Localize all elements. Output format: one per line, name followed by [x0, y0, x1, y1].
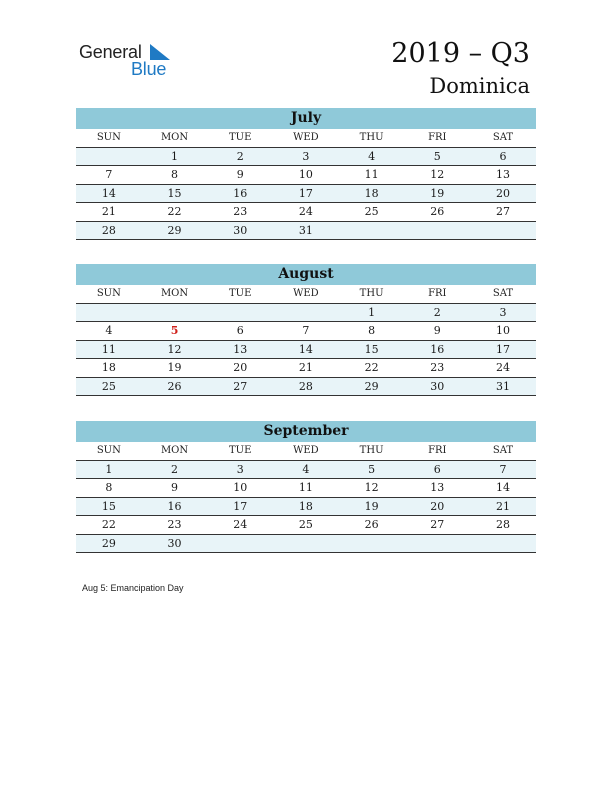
date-cell: 14 [101, 186, 116, 200]
date-cell: 23 [167, 518, 182, 532]
date-cell: 25 [101, 379, 116, 393]
date-cell: 15 [364, 342, 379, 356]
month-title: September [76, 421, 536, 442]
week-row [76, 322, 536, 341]
date-cell: 16 [430, 342, 445, 356]
weekday-header-row [76, 285, 536, 304]
week-row [76, 203, 536, 222]
date-cell: 24 [233, 518, 248, 532]
date-cell: 17 [495, 342, 510, 356]
date-cell: 18 [298, 499, 313, 513]
date-cell: 12 [167, 342, 182, 356]
week-row [76, 535, 536, 554]
generalblue-logo [79, 42, 179, 78]
date-cell: 11 [101, 342, 116, 356]
holiday-date-cell: 5 [170, 324, 179, 338]
date-cell: 28 [101, 223, 116, 237]
date-cell: 26 [364, 518, 379, 532]
date-cell: 31 [298, 223, 313, 237]
date-cell: 21 [495, 499, 510, 513]
date-cell: 9 [433, 324, 441, 338]
week-row [76, 148, 536, 167]
date-cell: 30 [167, 536, 182, 550]
date-cell: 17 [233, 499, 248, 513]
month-title: August [76, 264, 536, 285]
date-cell: 11 [364, 168, 379, 182]
date-cell: 29 [101, 536, 116, 550]
date-cell: 20 [430, 499, 445, 513]
date-cell: 6 [236, 324, 244, 338]
weekday-label: MON [160, 445, 189, 457]
date-cell: 26 [167, 379, 182, 393]
week-row [76, 341, 536, 360]
weekday-label: FRI [428, 132, 447, 144]
week-row [76, 461, 536, 480]
weekday-header-row [76, 129, 536, 148]
date-cell: 12 [364, 481, 379, 495]
weekday-label: SAT [492, 288, 514, 300]
date-cell: 3 [499, 305, 507, 319]
date-cell: 19 [364, 499, 379, 513]
week-row [76, 378, 536, 397]
date-cell: 21 [101, 205, 116, 219]
logo-word-general: General [79, 42, 142, 62]
date-cell: 7 [302, 324, 310, 338]
week-row [76, 516, 536, 535]
date-cell: 25 [298, 518, 313, 532]
weekday-label: TUE [229, 288, 252, 300]
date-cell: 30 [430, 379, 445, 393]
date-cell: 19 [430, 186, 445, 200]
weekday-label: WED [293, 445, 319, 457]
date-cell: 12 [430, 168, 445, 182]
date-cell: 5 [433, 149, 441, 163]
date-cell: 4 [105, 324, 113, 338]
date-cell: 28 [495, 518, 510, 532]
date-cell: 20 [233, 361, 248, 375]
date-cell: 23 [233, 205, 248, 219]
date-cell: 7 [499, 462, 507, 476]
weekday-label: SUN [96, 445, 121, 457]
weekday-label: FRI [428, 288, 447, 300]
date-cell: 7 [105, 168, 113, 182]
date-cell: 9 [171, 481, 179, 495]
date-cell: 18 [101, 361, 116, 375]
week-row [76, 185, 536, 204]
weekday-label: WED [293, 288, 319, 300]
date-cell: 2 [171, 462, 179, 476]
country-name: Dominica [429, 74, 530, 98]
date-cell: 23 [430, 361, 445, 375]
date-cell: 2 [236, 149, 244, 163]
date-cell: 29 [167, 223, 182, 237]
date-cell: 6 [433, 462, 441, 476]
date-cell: 3 [302, 149, 310, 163]
weekday-label: SUN [96, 132, 121, 144]
date-cell: 30 [233, 223, 248, 237]
date-cell: 22 [364, 361, 379, 375]
week-row [76, 479, 536, 498]
weekday-label: FRI [428, 445, 447, 457]
month-calendar [76, 108, 536, 240]
weekday-label: THU [359, 132, 384, 144]
week-row [76, 166, 536, 185]
weekday-label: THU [359, 445, 384, 457]
date-cell: 26 [430, 205, 445, 219]
date-cell: 27 [233, 379, 248, 393]
date-cell: 1 [171, 149, 179, 163]
date-cell: 21 [298, 361, 313, 375]
date-cell: 24 [298, 205, 313, 219]
date-cell: 2 [433, 305, 441, 319]
date-cell: 6 [499, 149, 507, 163]
date-cell: 24 [495, 361, 510, 375]
date-cell: 8 [368, 324, 376, 338]
date-cell: 13 [495, 168, 510, 182]
date-cell: 31 [495, 379, 510, 393]
date-cell: 15 [167, 186, 182, 200]
date-cell: 22 [101, 518, 116, 532]
weekday-label: TUE [229, 132, 252, 144]
week-row [76, 304, 536, 323]
week-row [76, 498, 536, 517]
month-calendar [76, 421, 536, 553]
weekday-label: WED [293, 132, 319, 144]
date-cell: 17 [298, 186, 313, 200]
date-cell: 14 [495, 481, 510, 495]
weekday-label: MON [160, 132, 189, 144]
date-cell: 13 [233, 342, 248, 356]
date-cell: 5 [368, 462, 376, 476]
weekday-label: SAT [492, 445, 514, 457]
date-cell: 27 [430, 518, 445, 532]
date-cell: 18 [364, 186, 379, 200]
date-cell: 20 [495, 186, 510, 200]
week-row [76, 222, 536, 241]
date-cell: 11 [298, 481, 313, 495]
date-cell: 10 [298, 168, 313, 182]
date-cell: 3 [236, 462, 244, 476]
date-cell: 13 [430, 481, 445, 495]
date-cell: 16 [167, 499, 182, 513]
month-title: July [76, 108, 536, 129]
logo-word-blue: Blue [131, 59, 167, 79]
weekday-label: THU [359, 288, 384, 300]
date-cell: 10 [233, 481, 248, 495]
date-cell: 4 [368, 149, 376, 163]
date-cell: 25 [364, 205, 379, 219]
date-cell: 1 [105, 462, 113, 476]
date-cell: 10 [495, 324, 510, 338]
date-cell: 27 [495, 205, 510, 219]
date-cell: 1 [368, 305, 376, 319]
date-cell: 9 [236, 168, 244, 182]
month-calendar [76, 264, 536, 396]
date-cell: 28 [298, 379, 313, 393]
weekday-header-row [76, 442, 536, 461]
date-cell: 8 [105, 481, 113, 495]
date-cell: 8 [171, 168, 179, 182]
date-cell: 4 [302, 462, 310, 476]
holiday-notes [82, 583, 184, 593]
date-cell: 14 [298, 342, 313, 356]
weekday-label: MON [160, 288, 189, 300]
date-cell: 29 [364, 379, 379, 393]
date-cell: 15 [101, 499, 116, 513]
page-title: 2019 – Q3 [391, 38, 530, 69]
date-cell: 22 [167, 205, 182, 219]
weekday-label: TUE [229, 445, 252, 457]
date-cell: 16 [233, 186, 248, 200]
weekday-label: SAT [492, 132, 514, 144]
weekday-label: SUN [96, 288, 121, 300]
week-row [76, 359, 536, 378]
date-cell: 19 [167, 361, 182, 375]
holiday-note: Aug 5: Emancipation Day [82, 583, 184, 593]
